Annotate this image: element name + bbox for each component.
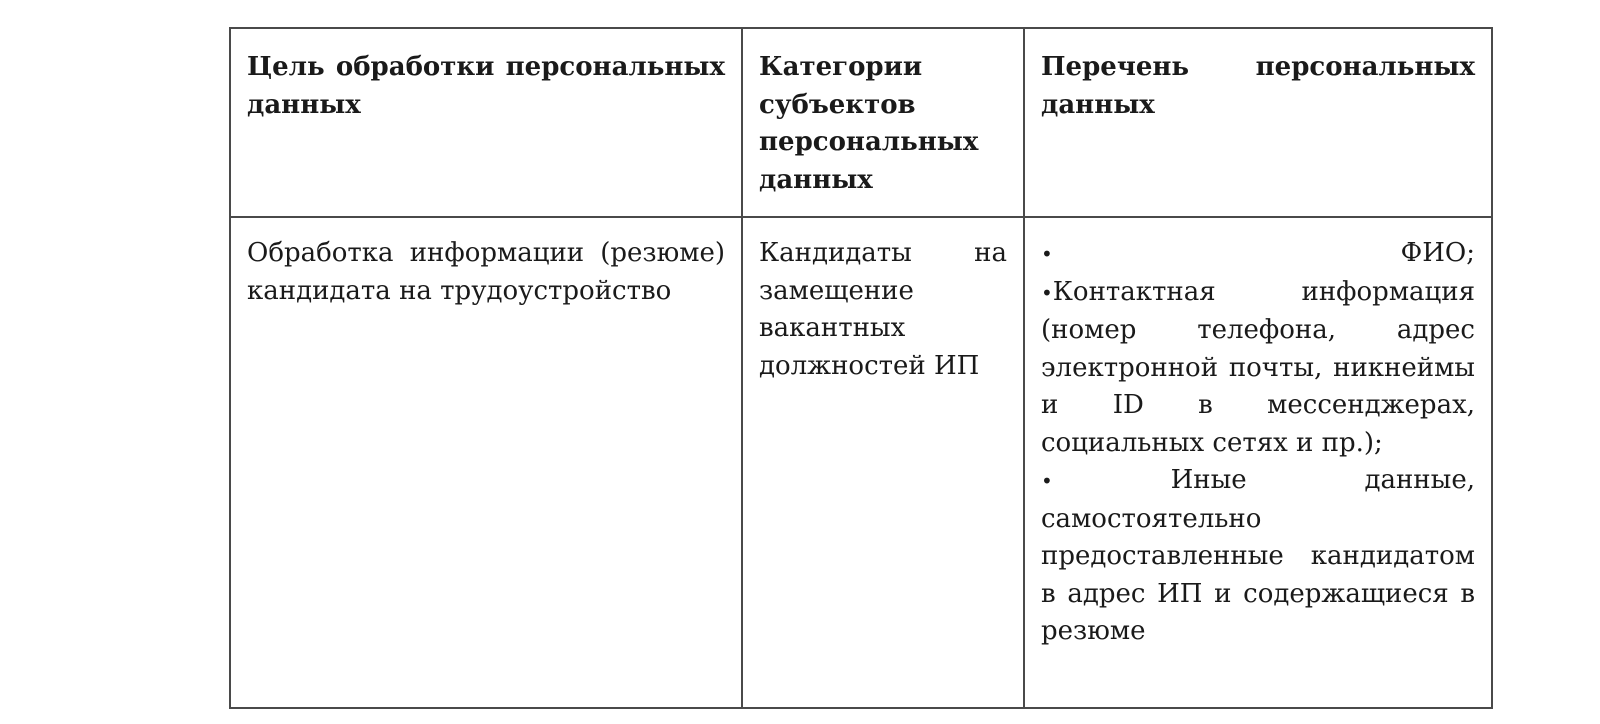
cell-subjects [742,217,1024,708]
bullet-icon: • [1041,280,1053,305]
header-cell-purpose [230,28,742,217]
personal-data-table [229,27,1493,709]
header-cell-data-list [1024,28,1492,217]
header-purpose-text: Цель обработки персональных данных [247,52,725,120]
purpose-text: Обработка информации (резюме) кандидата на трудоустройство [247,238,725,306]
cell-data-list [1024,217,1492,708]
list-item [1041,274,1475,463]
cell-purpose [230,217,742,708]
data-item-text: ФИО; [1400,238,1475,268]
list-item [1041,462,1475,651]
table-header-row [230,28,1492,217]
data-item-text: Иные данные, самостоятельно предоставленные кандидатом в адрес ИП и содержащиеся в резюме [1041,465,1475,646]
data-item-text: Контактная информация (номер телефона, адрес электронной почты, никнеймы и ID в мессенджерах, социальных сетях и пр.); [1041,276,1475,458]
header-data-list-text: Перечень персональных данных [1041,52,1475,120]
list-item [1041,235,1475,274]
header-subjects-text: Категории субъектов персональных данных [759,52,979,195]
table-row [230,217,1492,708]
subjects-text: Кандидаты на замещение вакантных должностей ИП [759,238,1007,381]
header-cell-subjects [742,28,1024,217]
bullet-icon: • [1041,242,1053,266]
data-items-list [1041,235,1475,651]
bullet-icon: • [1041,469,1053,493]
